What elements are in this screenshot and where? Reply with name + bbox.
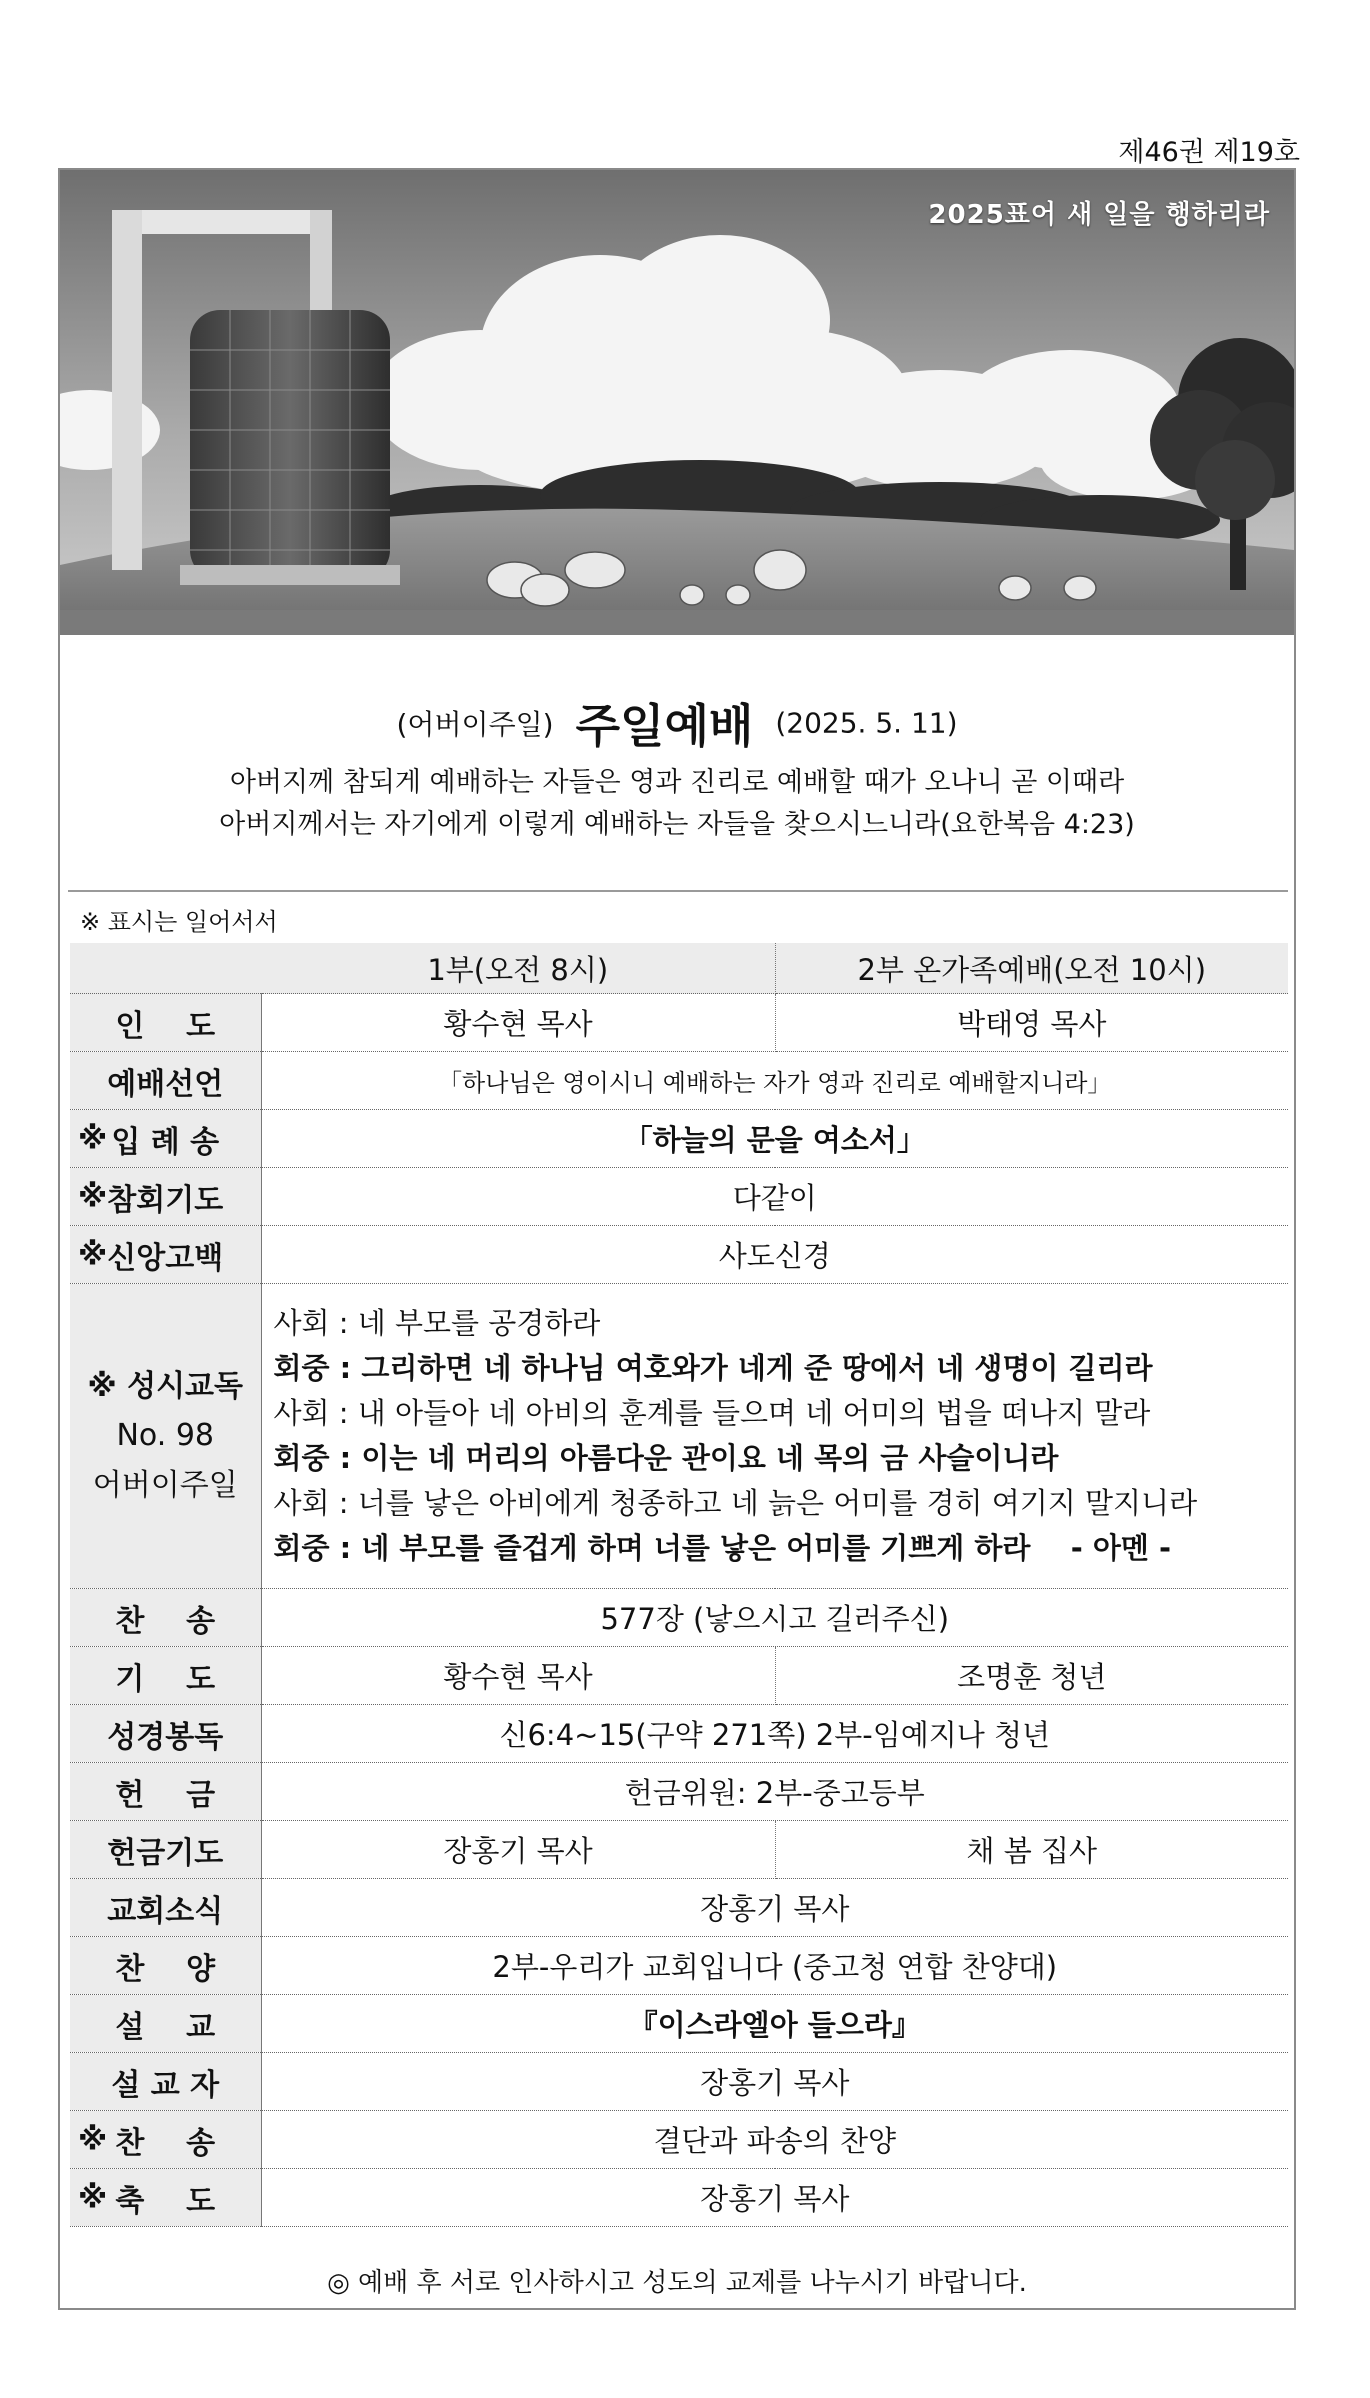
order-label: 입 례 송 xyxy=(111,1124,220,1160)
first-service-header: 1부(오전 8시) xyxy=(261,943,775,994)
header-blank xyxy=(70,943,261,994)
standing-mark: ※ xyxy=(78,2180,108,2215)
service-date: (2025. 5. 11) xyxy=(775,706,958,740)
standing-mark: ※ xyxy=(78,1121,108,1156)
order-label: 예배선언 xyxy=(70,1052,261,1110)
responsive-lines xyxy=(261,1284,1288,1589)
order-row-opening-hymn xyxy=(70,1110,1288,1168)
order-row-prayer xyxy=(70,1647,1288,1705)
order-value-second: 채 봄 집사 xyxy=(775,1821,1288,1879)
responsive-number: No. 98 xyxy=(116,1418,214,1454)
order-value: 「하늘의 문을 여소서」 xyxy=(261,1110,1288,1168)
order-label: 참회기도 xyxy=(107,1182,224,1218)
responsive-line: 사회 : 네 부모를 공경하라 xyxy=(273,1306,601,1340)
order-label: 헌금기도 xyxy=(70,1821,261,1879)
order-row-offering-prayer xyxy=(70,1821,1288,1879)
responsive-label-cell xyxy=(70,1284,261,1589)
order-label-cell xyxy=(70,1226,261,1284)
standing-mark: ※ xyxy=(78,1179,108,1214)
responsive-line: 회중 : 이는 네 머리의 아름다운 관이요 네 목의 금 사슬이니라 xyxy=(273,1441,1059,1475)
order-row-declaration xyxy=(70,1052,1288,1110)
order-of-worship xyxy=(70,943,1288,2227)
annual-motto: 2025표어 새 일을 행하리라 xyxy=(928,200,1270,230)
order-value: 장홍기 목사 xyxy=(261,2169,1288,2227)
responsive-title: 어버이주일 xyxy=(92,1467,238,1503)
responsive-line: 사회 : 너를 낳은 아비에게 청종하고 네 늙은 어미를 경히 여기지 말지니라 xyxy=(273,1486,1198,1520)
order-label-cell xyxy=(70,1168,261,1226)
order-label: 설 교 xyxy=(70,1995,261,2053)
second-service-header: 2부 온가족예배(오전 10시) xyxy=(775,943,1288,994)
responsive-line: 사회 : 내 아들아 네 아비의 훈계를 들으며 네 어미의 법을 떠나지 말라 xyxy=(273,1396,1151,1430)
responsive-line: 회중 : 그리하면 네 하나님 여호와가 네게 준 땅에서 네 생명이 길리라 xyxy=(273,1351,1153,1385)
order-label: 성경봉독 xyxy=(70,1705,261,1763)
order-row-invocation xyxy=(70,994,1288,1052)
order-row-hymn xyxy=(70,1589,1288,1647)
responsive-line: 회중 : 네 부모를 즐겁게 하며 너를 낳은 어미를 기쁘게 하라 - 아멘 - xyxy=(273,1531,1172,1565)
order-row-announcements xyxy=(70,1879,1288,1937)
order-row-offering xyxy=(70,1763,1288,1821)
divider xyxy=(68,890,1288,892)
order-value: 장홍기 목사 xyxy=(261,1879,1288,1937)
order-value-second: 박태영 목사 xyxy=(775,994,1288,1052)
order-value-second: 조명훈 청년 xyxy=(775,1647,1288,1705)
order-value: 「하나님은 영이시니 예배하는 자가 영과 진리로 예배할지니라」 xyxy=(261,1052,1288,1110)
standing-mark: ※ xyxy=(78,1237,108,1272)
order-row-benediction xyxy=(70,2169,1288,2227)
order-label: 기 도 xyxy=(70,1647,261,1705)
order-row-creed xyxy=(70,1226,1288,1284)
order-label: 헌 금 xyxy=(70,1763,261,1821)
order-value-first: 장홍기 목사 xyxy=(261,1821,775,1879)
responsive-label: ※ 성시교독 xyxy=(87,1368,244,1404)
service-header-row xyxy=(70,943,1288,994)
service-title xyxy=(60,690,1294,756)
order-value: 신6:4~15(구약 271쪽) 2부-임예지나 청년 xyxy=(261,1705,1288,1763)
order-label-cell xyxy=(70,2111,261,2169)
standing-note: ※ 표시는 일어서서 xyxy=(80,908,278,936)
closing-note: ◎ 예배 후 서로 인사하시고 성도의 교제를 나누시기 바랍니다. xyxy=(327,2268,1027,2298)
order-label: 교회소식 xyxy=(70,1879,261,1937)
theme-verse-line-1: 아버지께 참되게 예배하는 자들은 영과 진리로 예배할 때가 오나니 곧 이때라 xyxy=(229,767,1125,798)
theme-verse-line-2: 아버지께서는 자기에게 이렇게 예배하는 자들을 찾으시느니라(요한복음 4:23) xyxy=(219,809,1135,840)
service-name: 주일예배 xyxy=(575,699,754,753)
order-label: 신앙고백 xyxy=(107,1240,224,1276)
order-value-first: 황수현 목사 xyxy=(261,994,775,1052)
order-label: 인 도 xyxy=(70,994,261,1052)
order-row-preacher xyxy=(70,2053,1288,2111)
order-row-scripture xyxy=(70,1705,1288,1763)
order-value: 결단과 파송의 찬양 xyxy=(261,2111,1288,2169)
order-label-cell xyxy=(70,1110,261,1168)
service-occasion: (어버이주일) xyxy=(396,708,554,741)
order-value: 장홍기 목사 xyxy=(261,2053,1288,2111)
order-row-sermon xyxy=(70,1995,1288,2053)
order-row-confession xyxy=(70,1168,1288,1226)
order-value: 577장 (낳으시고 길러주신) xyxy=(261,1589,1288,1647)
order-value: 2부-우리가 교회입니다 (중고청 연합 찬양대) xyxy=(261,1937,1288,1995)
order-label: 설 교 자 xyxy=(70,2053,261,2111)
order-label: 찬 양 xyxy=(70,1937,261,1995)
order-row-closing-hymn xyxy=(70,2111,1288,2169)
order-label: 축 도 xyxy=(115,2183,216,2219)
order-value: 『이스라엘아 들으라』 xyxy=(261,1995,1288,2053)
order-value-first: 황수현 목사 xyxy=(261,1647,775,1705)
order-label-cell xyxy=(70,2169,261,2227)
order-label: 찬 송 xyxy=(70,1589,261,1647)
issue-number: 제46권 제19호 xyxy=(1118,137,1300,168)
order-value: 다같이 xyxy=(261,1168,1288,1226)
standing-mark: ※ xyxy=(78,2122,108,2157)
order-label: 찬 송 xyxy=(115,2125,216,2161)
order-value: 사도신경 xyxy=(261,1226,1288,1284)
order-value: 헌금위원: 2부-중고등부 xyxy=(261,1763,1288,1821)
order-row-anthem xyxy=(70,1937,1288,1995)
order-row-responsive-reading xyxy=(70,1284,1288,1589)
